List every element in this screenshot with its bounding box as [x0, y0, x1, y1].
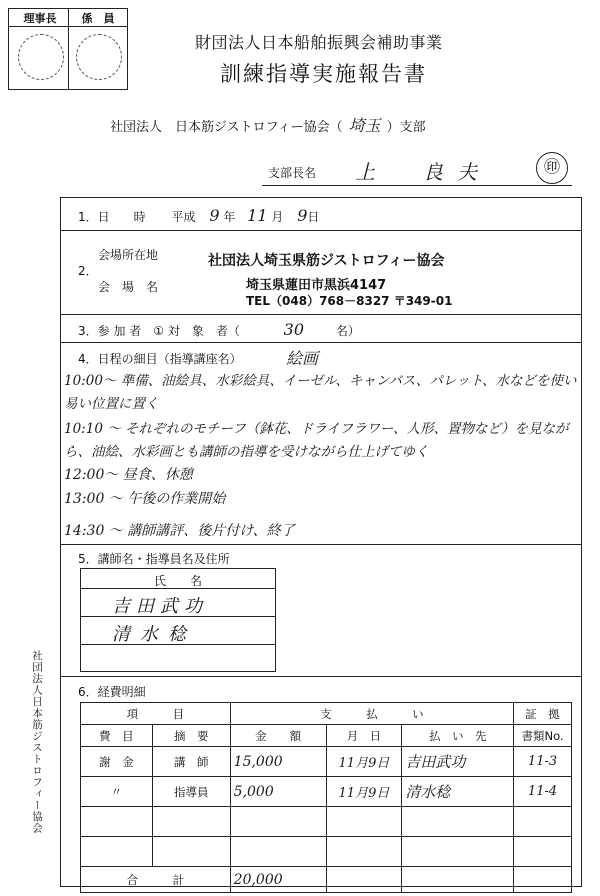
expense-header-row [81, 703, 572, 725]
schedule-course: 絵画 [286, 349, 319, 368]
participants-count: 30 [283, 320, 305, 339]
schedule-line-2: 10:10 ～ それぞれのモチーフ（鉢花、ドライフラワー、人形、置物など）を見ながら、油絵、水彩画とも講師の指導を受けながら仕上げてゆく [64, 421, 569, 460]
schedule-line-4: 13:00 ～ 午後の作業開始 [64, 491, 226, 507]
schedule-line-5: 14:30 ～ 講師講評、後片付け、終了 [64, 523, 295, 539]
instructor-name-1: 吉田武功 [112, 596, 208, 617]
date-row [78, 206, 319, 225]
seal-text: ㊞ [543, 157, 560, 176]
divider-4 [60, 544, 582, 545]
director-label: 理事長 [23, 12, 57, 25]
staff-label: 係 員 [81, 12, 115, 25]
date-year-unit: 年 [223, 210, 236, 224]
total-amount: 20,000 [230, 867, 326, 893]
row-amount: 15,000 [230, 747, 326, 777]
hdr-payment: 支 払 い [230, 703, 513, 725]
row-description: 講 師 [152, 747, 230, 777]
sub-description: 摘 要 [152, 725, 230, 747]
participants-unit: 名） [335, 324, 360, 338]
schedule-line-1: 10:00～ 準備、油絵具、水彩絵具、イーゼル、キャンバス、パレット、水などを使い易い位置に置く [64, 373, 577, 412]
row-category: 〃 [81, 777, 153, 807]
hdr-item: 項 目 [81, 703, 231, 725]
sub-category: 費 目 [81, 725, 153, 747]
chief-name: 上 良夫 [355, 160, 491, 184]
tel-text: TEL（048）768－8327 〒349-01 [246, 294, 453, 308]
sub-payee: 払 い 先 [402, 725, 514, 747]
row-doc-no: 11-4 [514, 777, 572, 807]
expenses-label: 6．経費明細 [78, 685, 146, 699]
row-description: 指導員 [152, 777, 230, 807]
approval-divider [68, 8, 69, 90]
approval-header-line [8, 26, 128, 27]
instructors-label: 5．講師名・指導員名及住所 [78, 552, 230, 566]
date-era: 平成 [171, 210, 196, 224]
expense-total-row [81, 867, 572, 893]
expense-empty-row [81, 807, 572, 837]
location-num: 2． [78, 264, 98, 278]
schedule-label: 4．日程の細目（指導講座名） [78, 352, 242, 366]
schedule-line-3: 12:00～ 昼食、休憩 [64, 467, 193, 483]
chief-underline [262, 185, 572, 186]
expense-empty-row [81, 837, 572, 867]
expense-table [80, 702, 572, 893]
row-category: 謝 金 [81, 747, 153, 777]
sub-date: 月 日 [326, 725, 402, 747]
location-label: 会場所在地 [98, 248, 159, 262]
chief-label: 支部長名 [268, 166, 317, 180]
assoc-suffix: ）支部 [386, 120, 426, 135]
expense-row [81, 777, 572, 807]
address-text: 埼玉県蓮田市黒浜4147 [246, 278, 387, 293]
association-line [110, 113, 426, 136]
instructor-name-2: 清水稔 [112, 624, 196, 645]
total-label: 合 計 [81, 867, 231, 893]
divider-3 [60, 342, 582, 343]
org-stamp-text: 社団法人埼玉県筋ジストロフィー協会 [208, 253, 445, 269]
expense-row [81, 747, 572, 777]
date-year: 9 [209, 206, 220, 225]
row-doc-no: 11-3 [514, 747, 572, 777]
divider-5 [60, 676, 582, 677]
row-payee: 清水稔 [402, 777, 514, 807]
director-stamp [18, 34, 64, 80]
instructors-col-header: 氏 名 [153, 574, 202, 588]
row-date: 11月9日 [326, 747, 402, 777]
date-month-unit: 月 [271, 210, 284, 224]
staff-stamp [76, 34, 122, 80]
branch-name: 埼玉 [348, 116, 381, 135]
venue-label: 会 場 名 [98, 280, 159, 294]
page-title: 訓練指導実施報告書 [220, 62, 427, 86]
participants-row [78, 320, 360, 339]
row-amount: 5,000 [230, 777, 326, 807]
date-day: 9 [297, 206, 308, 225]
sub-amount: 金 額 [230, 725, 326, 747]
divider-2 [60, 314, 582, 315]
hdr-cert: 証 拠 [514, 703, 572, 725]
participants-label: 3．参 加 者 ① 対 象 者（ [78, 324, 240, 338]
org-line: 財団法人日本船舶振興会補助事業 [195, 33, 443, 52]
expense-subheader-row [81, 725, 572, 747]
chief-seal [536, 152, 568, 184]
side-label: 社団法人日本筋ジストロフィー協会 [31, 650, 43, 834]
sub-cert-no: 書類No. [514, 725, 572, 747]
row-payee: 吉田武功 [402, 747, 514, 777]
date-day-unit: 日 [307, 210, 320, 224]
row-date: 11月9日 [326, 777, 402, 807]
assoc-prefix: 社団法人 日本筋ジストロフィー協会（ [110, 120, 343, 135]
date-month: 11 [247, 206, 268, 225]
date-label: 1．日 時 [78, 210, 146, 224]
divider-1 [60, 230, 582, 231]
